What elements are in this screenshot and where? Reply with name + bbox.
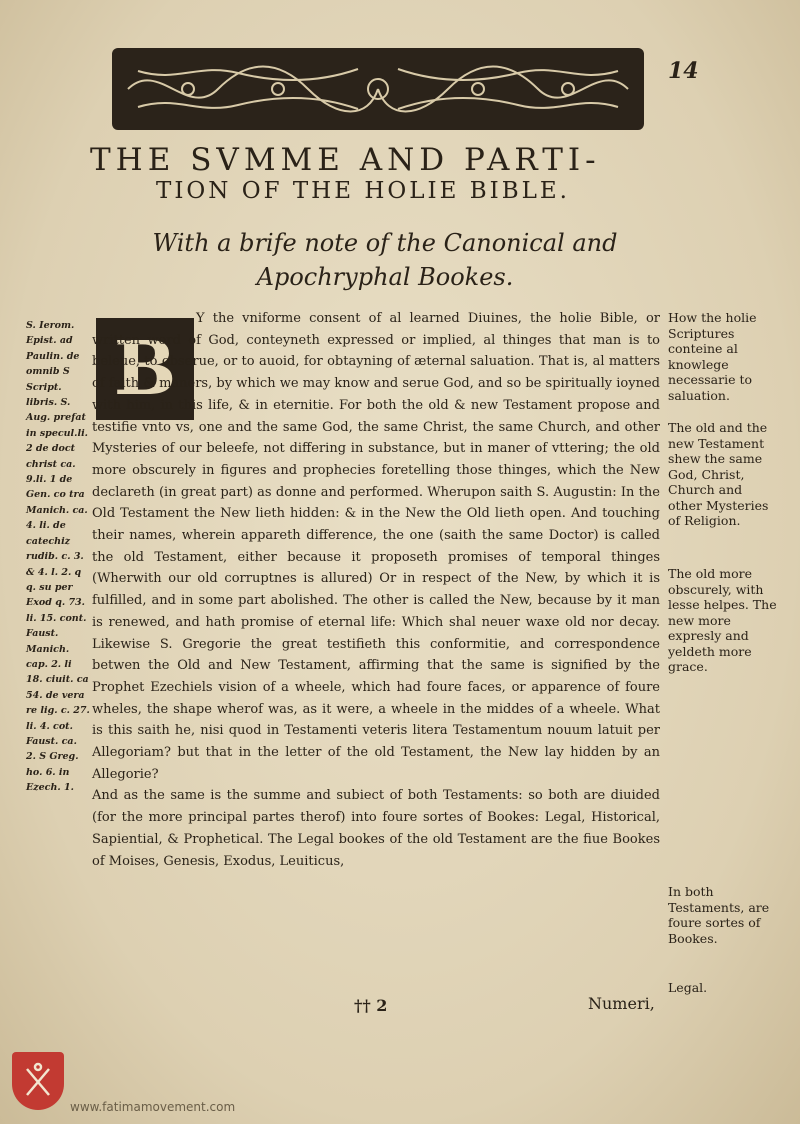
decorated-initial: B: [96, 318, 194, 420]
ornament-scroll-icon: [118, 53, 638, 125]
footer-website-link[interactable]: www.fatimamovement.com: [70, 1100, 236, 1114]
right-margin-note-1: How the holie Scriptures conteine al knowlege necessarie to saluation.: [668, 310, 757, 403]
paragraph-1: Y the vniforme consent of al learned Diuines, the holie Bible, or written word of God, conteyneth expressed or implied, al thinges that man is to beleue, to obserue, or to auoid, for obtayning of æternal saluation. That is, al matters of faith & maners, by which we may know and serue God, and so be spiritually ioyned with him, in this life, & in eternitie. For both the old & new Testament propose and testifie vnto vs, one and the same God, the same Christ, the same Church, and other Mysteries of our beleefe, not differing in substance, but in maner of vttering; the old more obscurely in figures and prophecies foretelling those thinges, which the New declareth (in great part) as donne and performed. Wherupon saith S. Augustin: In the Old Testament the New lieth hidden: & in the New the Old lieth open. And touching their names, wherein appareth difference, the one (saith the same Doctor) is called the old Testament, either because it proposeth promises of temporal thinges (Wherwith our old corruptnes is allured) Or in respect of the New, by which it is fulfilled, and in some part abolished. The other is called the New, because by it man is renewed, and hath promise of eternal life: Which shal neuer waxe old nor decay. Likewise S. Gregorie the great testifieth this conformitie, and correspondence betwen the Old and New Testament, affirming that the same is signified by the Prophet Ezechiels vision of a wheele, which had foure faces, or apparence of foure wheles, the shape wherof was, as it were, a wheele in the middes of a wheele. What is this saith he, nisi quod in Testamenti veteris litera Testamentum nouum latuit per Allegoriam? but that in the letter of the old Testament, the New lay hidden by an Allegorie?: [92, 311, 660, 782]
page-subtitle: With a brife note of the Canonical and Apochryphal Bookes.: [152, 229, 618, 291]
signature-mark: †† 2: [354, 996, 388, 1015]
left-margin-references: S. Ierom. Epist. ad Paulin. de omnib S Script. libris. S. Aug. prefat in specul.li. 2 de doct christ ca. 9.li. 1 de Gen. co tra Manich. ca. 4. li. de catechiz rudib. c. 3. & 4. l. 2. q q. su per Exod q. 73. li. 15. cont. Faust. Manich. cap. 2. li 18. ciuit. ca 54. de vera re lig. c. 27. li. 4. cot. Faust. ca. 2. S Greg. ho. 6. in Ezech. 1.: [26, 320, 90, 794]
catchword: Numeri,: [588, 994, 655, 1013]
right-margin-note-5: Legal.: [668, 980, 708, 995]
page-number: 14: [668, 58, 699, 84]
keys-icon: [21, 1061, 55, 1101]
page-title-line-1: THE SVMME AND PARTI-: [90, 142, 601, 178]
right-margin-note-2: The old and the new Testament shew the same God, Christ, Church and other Mysteries of Religion.: [668, 420, 769, 528]
right-margin-note-4: In both Testaments, are foure sortes of Bookes.: [668, 884, 770, 946]
papal-crest-icon: [12, 1052, 64, 1110]
right-margin-note-3: The old more obscurely, with lesse helpes. The new more expresly and yeldeth more grace.: [668, 566, 777, 674]
page-title-line-2: TION OF THE HOLIE BIBLE.: [156, 178, 570, 204]
main-text: [92, 308, 660, 872]
headpiece-ornament: [112, 48, 644, 130]
paragraph-2: And as the same is the summe and subiect of both Testaments: so both are diuided (for the more principal partes therof) into foure sortes of Bookes: Legal, Historical, Sapiential, & Prophetical. The Legal bookes of the old Testament are the fiue Bookes of Moises, Genesis, Exodus, Leuiticus,: [92, 788, 660, 869]
